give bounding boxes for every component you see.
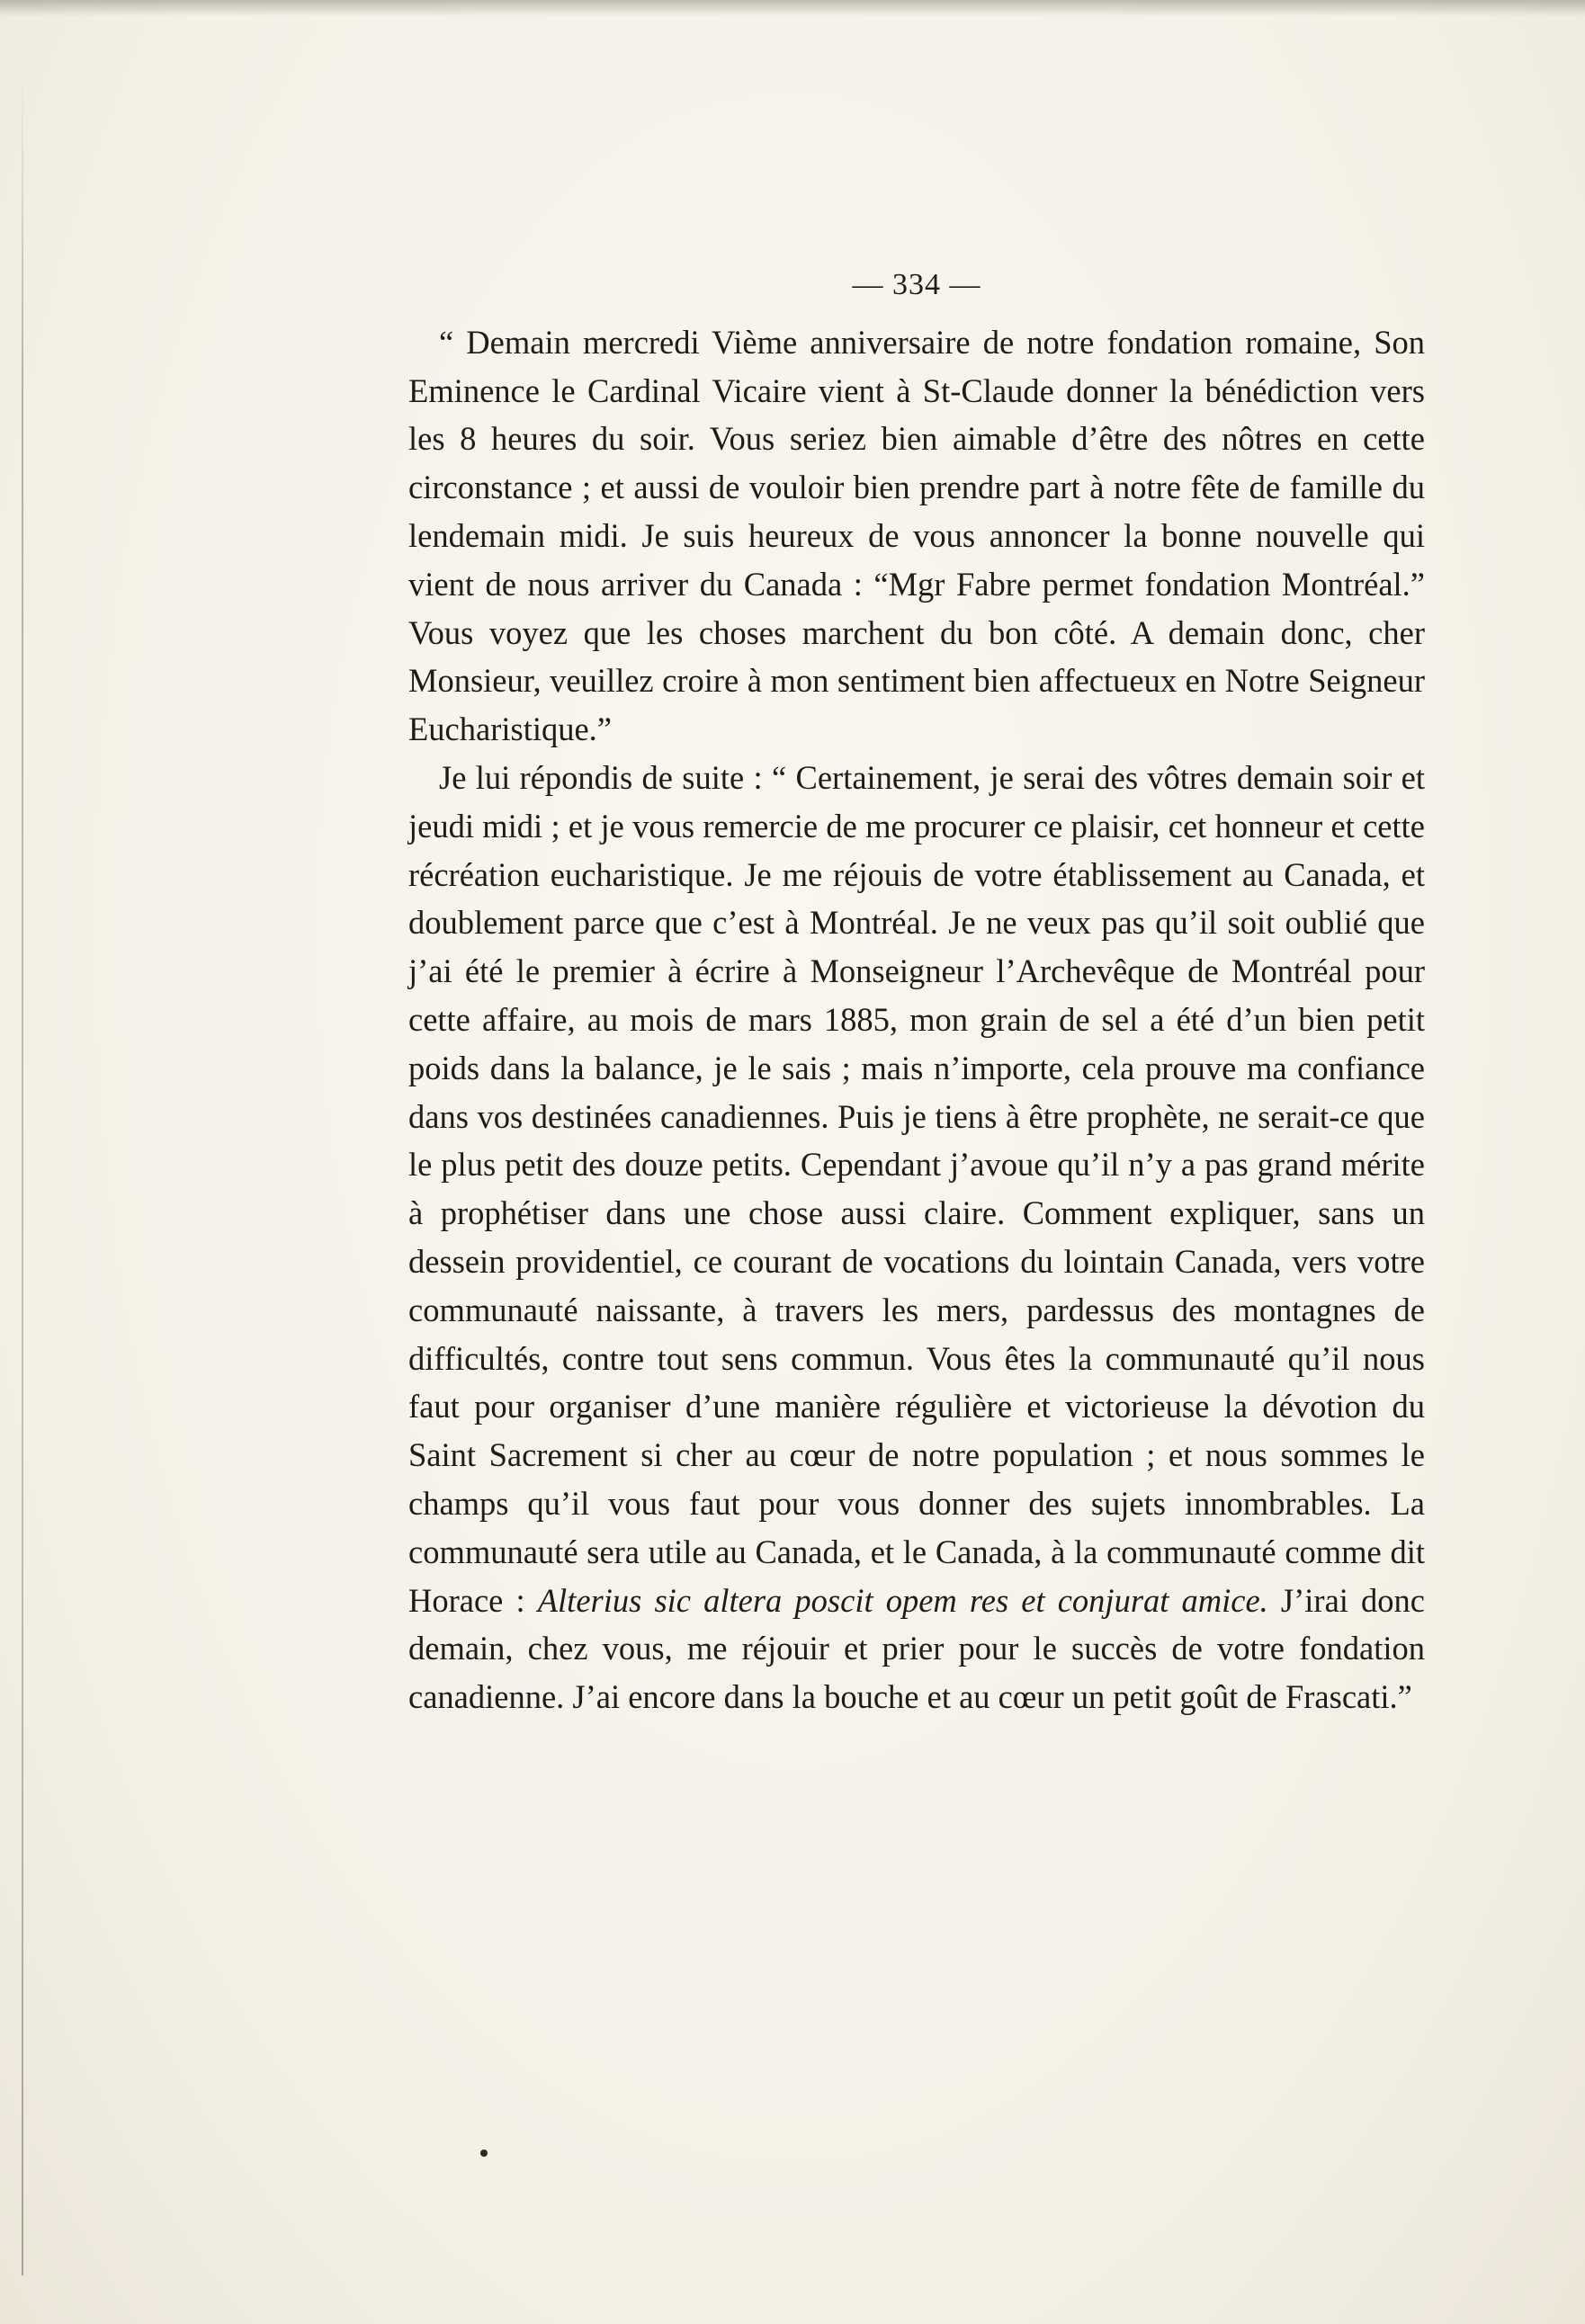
- page-left-edge: [22, 72, 23, 2275]
- paragraph-1: “ Demain mercredi Vième anniversaire de notre fondation romaine, Son Eminence le Cardinal Vicaire vient à St-Claude donner la bénédiction vers les 8 heures du soir. Vous seriez bien aimable d’être des nôtres en cette circonstance ; et aussi de vouloir bien prendre part à notre fête de famille du lendemain midi. Je suis heureux de vous annoncer la bonne nouvelle qui vient de nous arriver du Canada : “Mgr Fabre permet fondation Montréal.” Vous voyez que les choses marchent du bon côté. A demain donc, cher Monsieur, veuillez croire à mon sentiment bien affectueux en Notre Seigneur Eucharistique.”: [408, 323, 1425, 748]
- paragraph-2-text: Je lui répondis de suite : “ Certainement, je serai des vôtres demain soir et jeudi midi ; et je vous remercie de me procurer ce plaisir, cet honneur et cette récréation eucharistique. Je me réjouis de votre établissement au Canada, et doublement parce que c’est à Montréal. Je ne veux pas qu’il soit oublié que j’ai été le premier à écrire à Monseigneur l’Archevêque de Montréal pour cette affaire, au mois de mars 1885, mon grain de sel a été d’un bien petit poids dans la balance, je le sais ; mais n’importe, cela prouve ma confiance dans vos destinées canadiennes. Puis je tiens à être prophète, ne serait-ce que le plus petit des douze petits. Cependant j’avoue qu’il n’y a pas grand mérite à prophétiser dans une chose aussi claire. Comment expliquer, sans un dessein providentiel, ce courant de vocations du lointain Canada, vers votre communauté naissante, à travers les mers, pardessus des montagnes de difficultés, contre tout sens commun. Vous êtes la communauté qu’il nous faut pour organiser d’une manière régulière et victorieuse la dévotion du Saint Sacrement si cher au cœur de notre population ; et nous sommes le champs qu’il vous faut pour vous donner des sujets innombrables. La communauté sera utile au Canada, et le Canada, à la communauté comme dit Horace :: [408, 758, 1425, 1619]
- paragraph-2-ending: J’irai donc demain, chez vous, me réjouir et prier pour le succès de votre fondation canadienne. J’ai encore dans la bouche et au cœur un petit goût de Frascati.”: [408, 1581, 1425, 1716]
- text-block: [408, 261, 1425, 1721]
- latin-quote: Alterius sic altera poscit opem res et conjurat amice.: [537, 1581, 1268, 1619]
- paragraph-2: [408, 754, 1425, 1721]
- page-top-shadow: [0, 0, 1585, 16]
- ink-speck: [480, 2150, 488, 2157]
- page-number: — 334 —: [852, 268, 981, 301]
